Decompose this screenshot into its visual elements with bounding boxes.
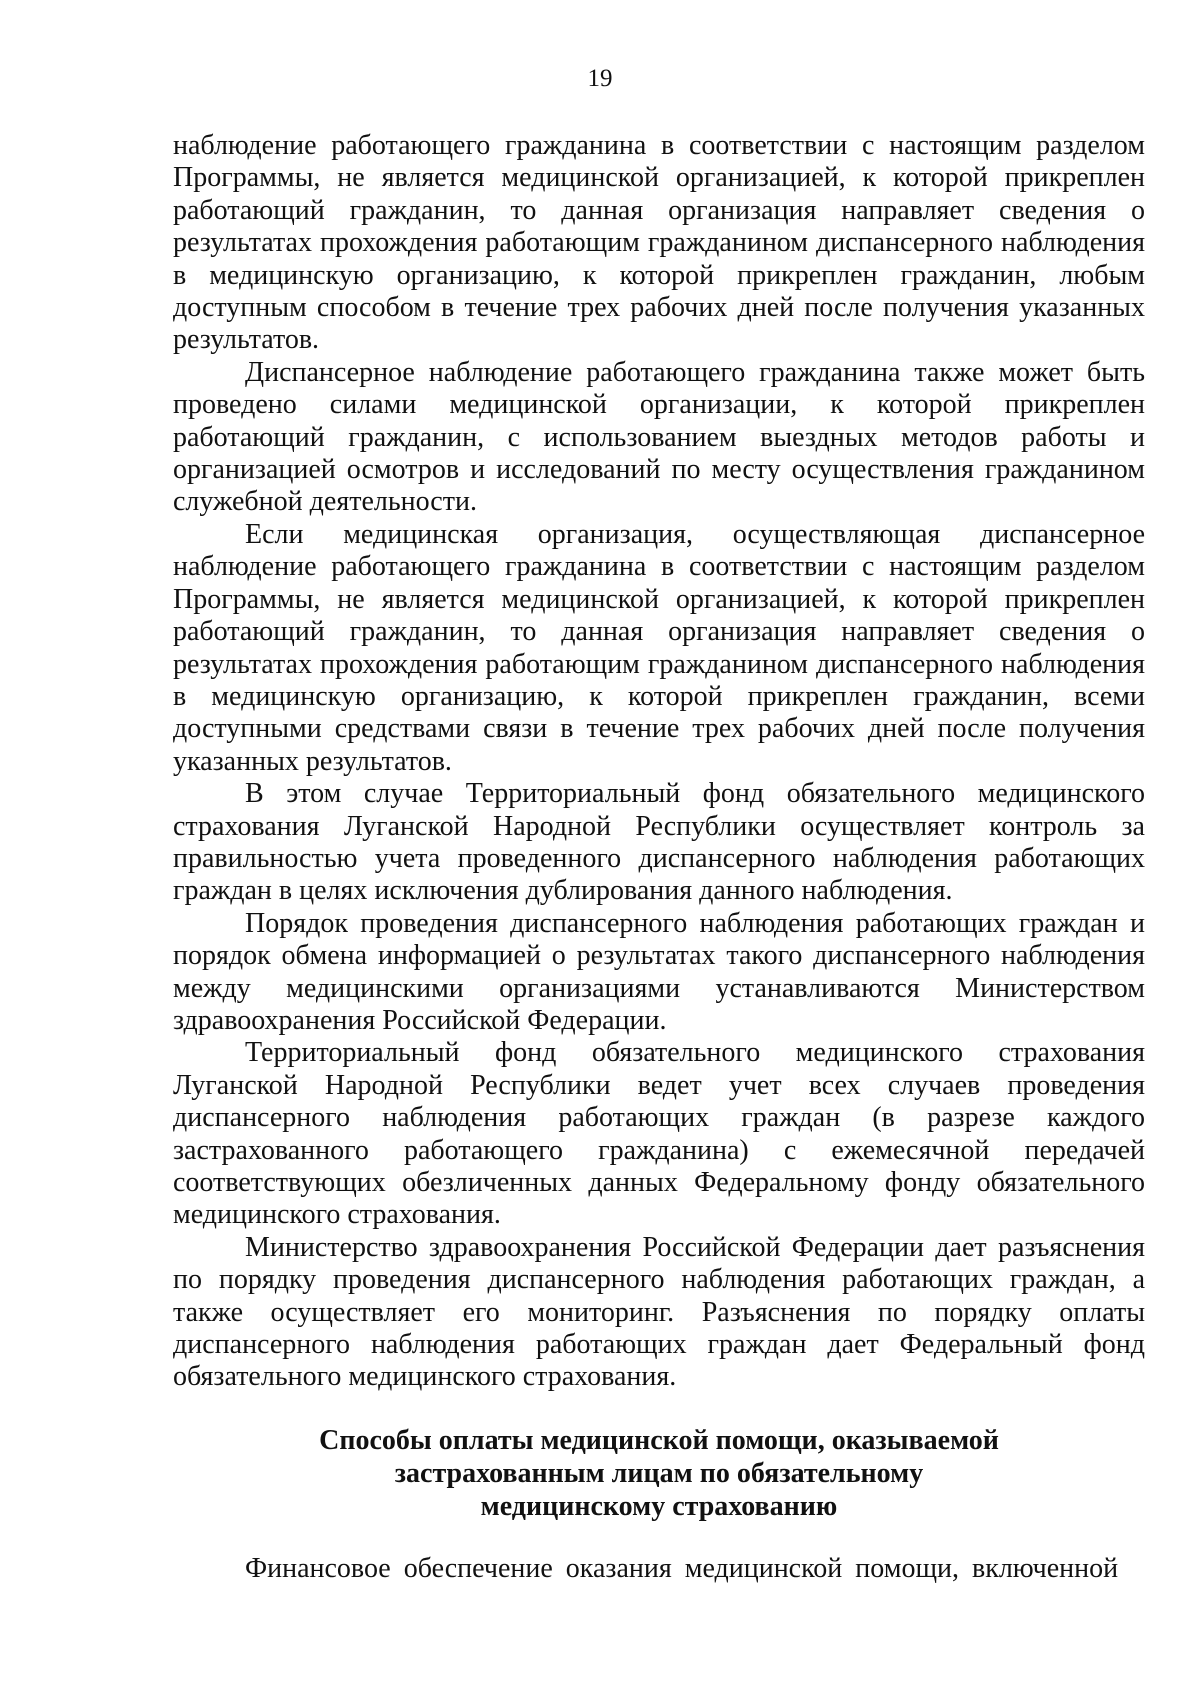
paragraph: Если медицинская организация, осуществляющая диспансерное наблюдение работающего гражданина в соответствии с настоящим разделом Программы, не является медицинской организацией, к которой прикреплен работающий гражданин, то данная организация направляет сведения о результатах прохождения работающим гражданином диспансерного наблюдения в медицинскую организацию, к которой прикреплен гражданин, всеми доступными средствами связи в течение трех рабочих дней после получения указанных результатов. (173, 518, 1145, 777)
page-number: 19 (587, 65, 613, 92)
paragraph: Территориальный фонд обязательного медицинского страхования Луганской Народной Республики ведет учет всех случаев проведения диспансерного наблюдения работающих граждан (в разрезе каждого застрахованного работающего гражданина) с ежемесячной передачей соответствующих обезличенных данных Федеральному фонду обязательного медицинского страхования. (173, 1037, 1145, 1231)
paragraph: Диспансерное наблюдение работающего гражданина также может быть проведено силами медицинской организации, к которой прикреплен работающий гражданин, с использованием выездных методов работы и организацией осмотров и исследований по месту осуществления гражданином служебной деятельности. (173, 356, 1145, 518)
body-text (173, 130, 1145, 1394)
section-heading-line: Способы оплаты медицинской помощи, оказываемой (319, 1425, 999, 1456)
paragraph: Финансовое обеспечение оказания медицинской помощи, включенной (245, 1553, 1119, 1584)
paragraph: Министерство здравоохранения Российской Федерации дает разъяснения по порядку проведения диспансерного наблюдения работающих граждан, а также осуществляет его мониторинг. Разъяснения по порядку оплаты диспансерного наблюдения работающих граждан дает Федеральный фонд обязательного медицинского страхования. (173, 1231, 1145, 1393)
section-heading-line: застрахованным лицам по обязательному (394, 1458, 924, 1489)
section-heading (173, 1424, 1145, 1523)
section-heading-line: медицинскому страхованию (480, 1491, 838, 1522)
paragraph: Порядок проведения диспансерного наблюдения работающих граждан и порядок обмена информацией о результатах такого диспансерного наблюдения между медицинскими организациями устанавливаются Министерством здравоохранения Российской Федерации. (173, 907, 1145, 1036)
paragraph: В этом случае Территориальный фонд обязательного медицинского страхования Луганской Народной Республики осуществляет контроль за правильностью учета проведенного диспансерного наблюдения работающих граждан в целях исключения дублирования данного наблюдения. (173, 778, 1145, 907)
paragraph: наблюдение работающего гражданина в соответствии с настоящим разделом Программы, не является медицинской организацией, к которой прикреплен работающий гражданин, то данная организация направляет сведения о результатах прохождения работающим гражданином диспансерного наблюдения в медицинскую организацию, к которой прикреплен гражданин, любым доступным способом в течение трех рабочих дней после получения указанных результатов. (173, 130, 1145, 356)
